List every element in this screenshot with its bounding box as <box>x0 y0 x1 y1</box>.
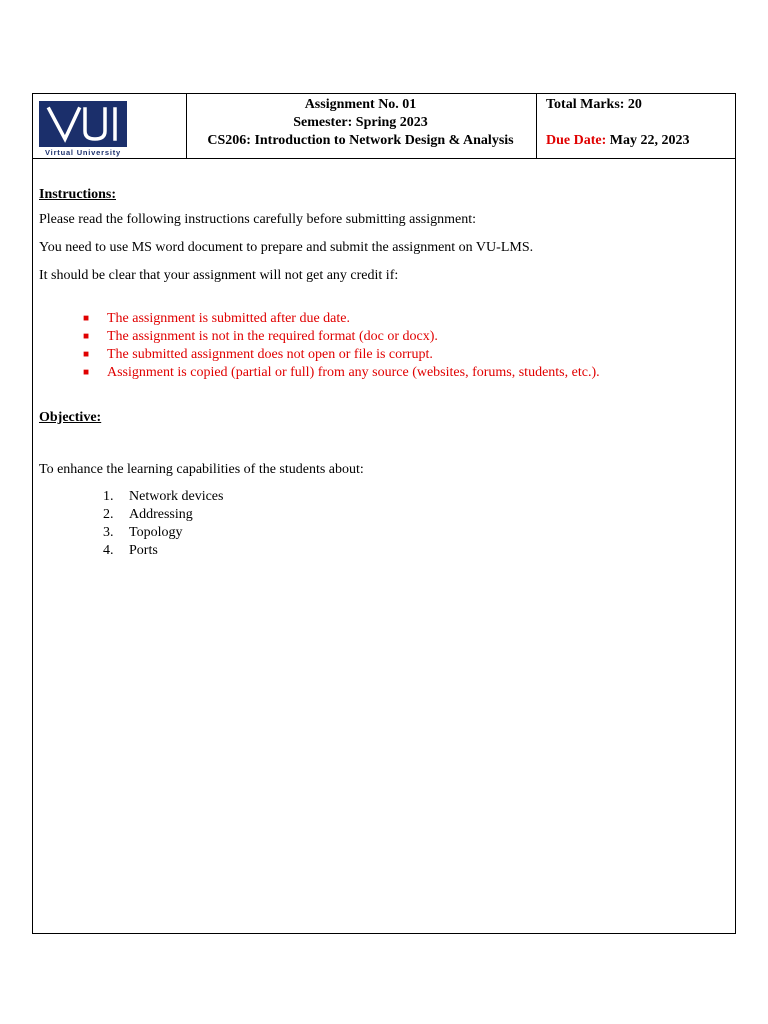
objective-heading: Objective: <box>39 410 102 425</box>
list-item: 3. Topology <box>103 525 183 540</box>
list-item: ■ The submitted assignment does not open or file is corrupt. <box>83 347 433 362</box>
objective-intro: To enhance the learning capabilities of the students about: <box>39 462 364 477</box>
semester: Semester: Spring 2023 <box>293 115 428 130</box>
due-date <box>546 132 689 150</box>
instruction-bullet-list <box>83 310 600 382</box>
total-marks: Total Marks: 20 <box>546 97 642 112</box>
assignment-title-block <box>188 96 533 150</box>
instruction-line-3: It should be clear that your assignment will not get any credit if: <box>39 268 399 283</box>
instruction-line-2: You need to use MS word document to prepare and submit the assignment on VU-LMS. <box>39 240 534 255</box>
course-title: CS206: Introduction to Network Design & Analysis <box>207 133 514 148</box>
due-date-label: Due Date: <box>546 133 607 148</box>
due-date-value: May 22, 2023 <box>609 133 690 148</box>
assignment-number: Assignment No. 01 <box>304 97 417 112</box>
bullet-icon: ■ <box>83 367 90 378</box>
header-divider <box>33 158 735 159</box>
list-item: 4. Ports <box>103 543 158 558</box>
list-item: ■ The assignment is submitted after due date. <box>83 311 350 326</box>
list-item: 2. Addressing <box>103 507 193 522</box>
list-item: ■ Assignment is copied (partial or full) from any source (websites, forums, students, etc.). <box>83 365 600 380</box>
assignment-page-frame <box>32 93 736 934</box>
instructions-heading: Instructions: <box>39 187 117 202</box>
vu-logo-caption: Virtual University <box>45 148 121 157</box>
instruction-line-1: Please read the following instructions carefully before submitting assignment: <box>39 212 477 227</box>
vu-logo <box>39 101 127 157</box>
list-item: 1. Network devices <box>103 489 224 504</box>
bullet-icon: ■ <box>83 313 90 324</box>
bullet-icon: ■ <box>83 349 90 360</box>
list-item: ■ The assignment is not in the required format (doc or docx). <box>83 329 438 344</box>
header-column-divider-1 <box>186 94 187 158</box>
bullet-icon: ■ <box>83 331 90 342</box>
objective-numbered-list <box>103 488 223 560</box>
header-column-divider-2 <box>536 94 537 158</box>
